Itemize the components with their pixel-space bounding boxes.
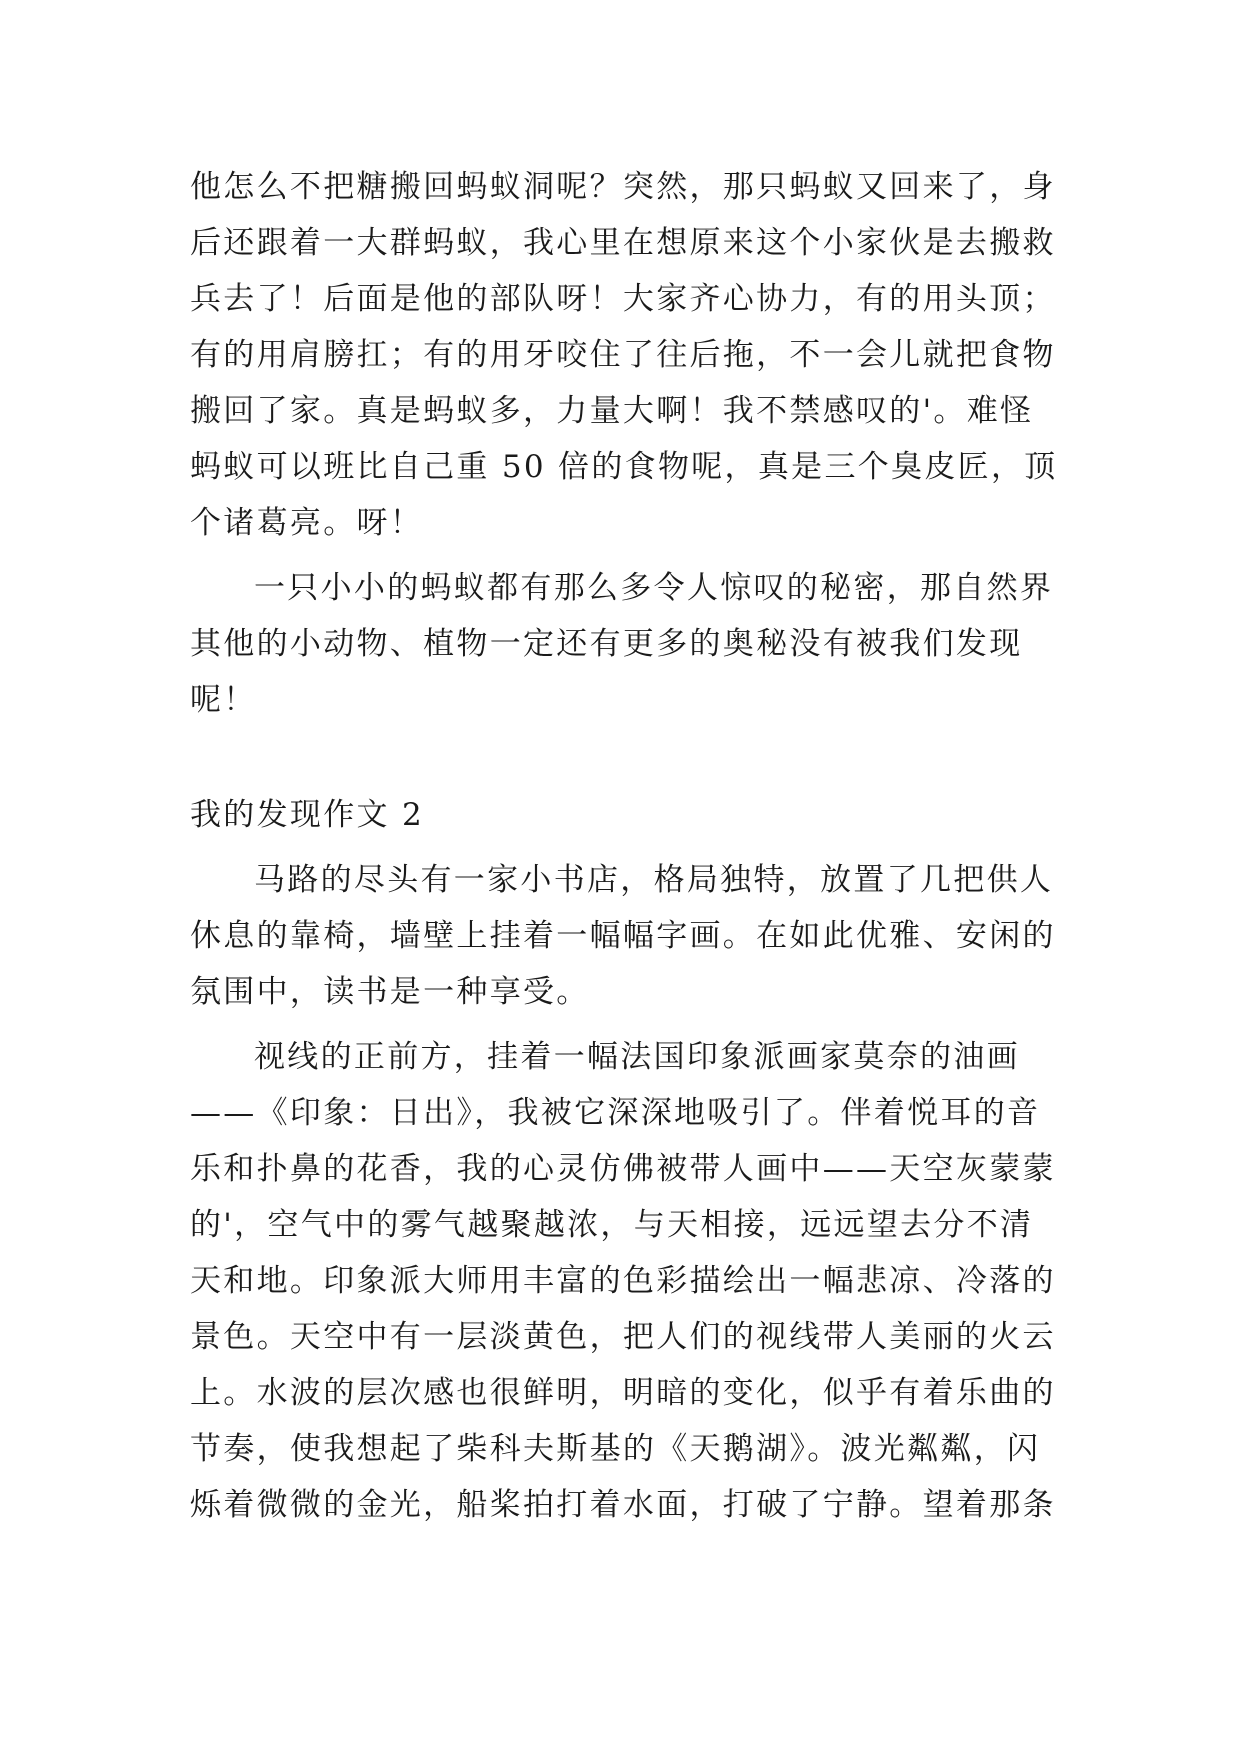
text-line: 后还跟着一大群蚂蚁，我心里在想原来这个小家伙是去搬救 <box>190 225 1056 261</box>
text-line: 有的用肩膀扛；有的用牙咬住了往后拖，不一会儿就把食物 <box>190 337 1056 373</box>
section-heading: 我的发现作文 2 <box>190 797 424 833</box>
text-line: ——《印象：日出》，我被它深深地吸引了。伴着悦耳的音 <box>190 1095 1041 1131</box>
text-line: 他怎么不把糖搬回蚂蚁洞呢？突然，那只蚂蚁又回来了，身 <box>190 169 1056 205</box>
text-line: 兵去了！后面是他的部队呀！大家齐心协力，有的用头顶； <box>190 281 1056 317</box>
text-line: 景色。天空中有一层淡黄色，把人们的视线带人美丽的火云 <box>190 1319 1056 1355</box>
text-line: 蚂蚁可以班比自己重 50 倍的食物呢，真是三个臭皮匠，顶 <box>190 449 1058 485</box>
text-line: 其他的小动物、植物一定还有更多的奥秘没有被我们发现 <box>190 626 1023 662</box>
text-line: 的'，空气中的雾气越聚越浓，与天相接，远远望去分不清 <box>190 1207 1034 1243</box>
text-line: 乐和扑鼻的花香，我的心灵仿佛被带人画中——天空灰蒙蒙 <box>190 1151 1056 1187</box>
text-line: 氛围中，读书是一种享受。 <box>190 974 590 1010</box>
paragraph-first-line: 马路的尽头有一家小书店，格局独特，放置了几把供人 <box>254 862 1054 898</box>
text-line: 呢！ <box>190 682 257 718</box>
text-line: 上。水波的层次感也很鲜明，明暗的变化，似乎有着乐曲的 <box>190 1375 1056 1411</box>
text-line: 节奏，使我想起了柴科夫斯基的《天鹅湖》。波光粼粼，闪 <box>190 1431 1041 1467</box>
text-line: 休息的靠椅，墙壁上挂着一幅幅字画。在如此优雅、安闲的 <box>190 918 1056 954</box>
text-line: 个诸葛亮。呀！ <box>190 505 424 541</box>
paragraph-first-line: 一只小小的蚂蚁都有那么多令人惊叹的秘密，那自然界 <box>254 570 1054 606</box>
paragraph-first-line: 视线的正前方，挂着一幅法国印象派画家莫奈的油画 <box>254 1039 1020 1075</box>
text-line: 搬回了家。真是蚂蚁多，力量大啊！我不禁感叹的'。难怪 <box>190 393 1034 429</box>
text-line: 烁着微微的金光，船桨拍打着水面，打破了宁静。望着那条 <box>190 1487 1056 1523</box>
text-line: 天和地。印象派大师用丰富的色彩描绘出一幅悲凉、冷落的 <box>190 1263 1056 1299</box>
